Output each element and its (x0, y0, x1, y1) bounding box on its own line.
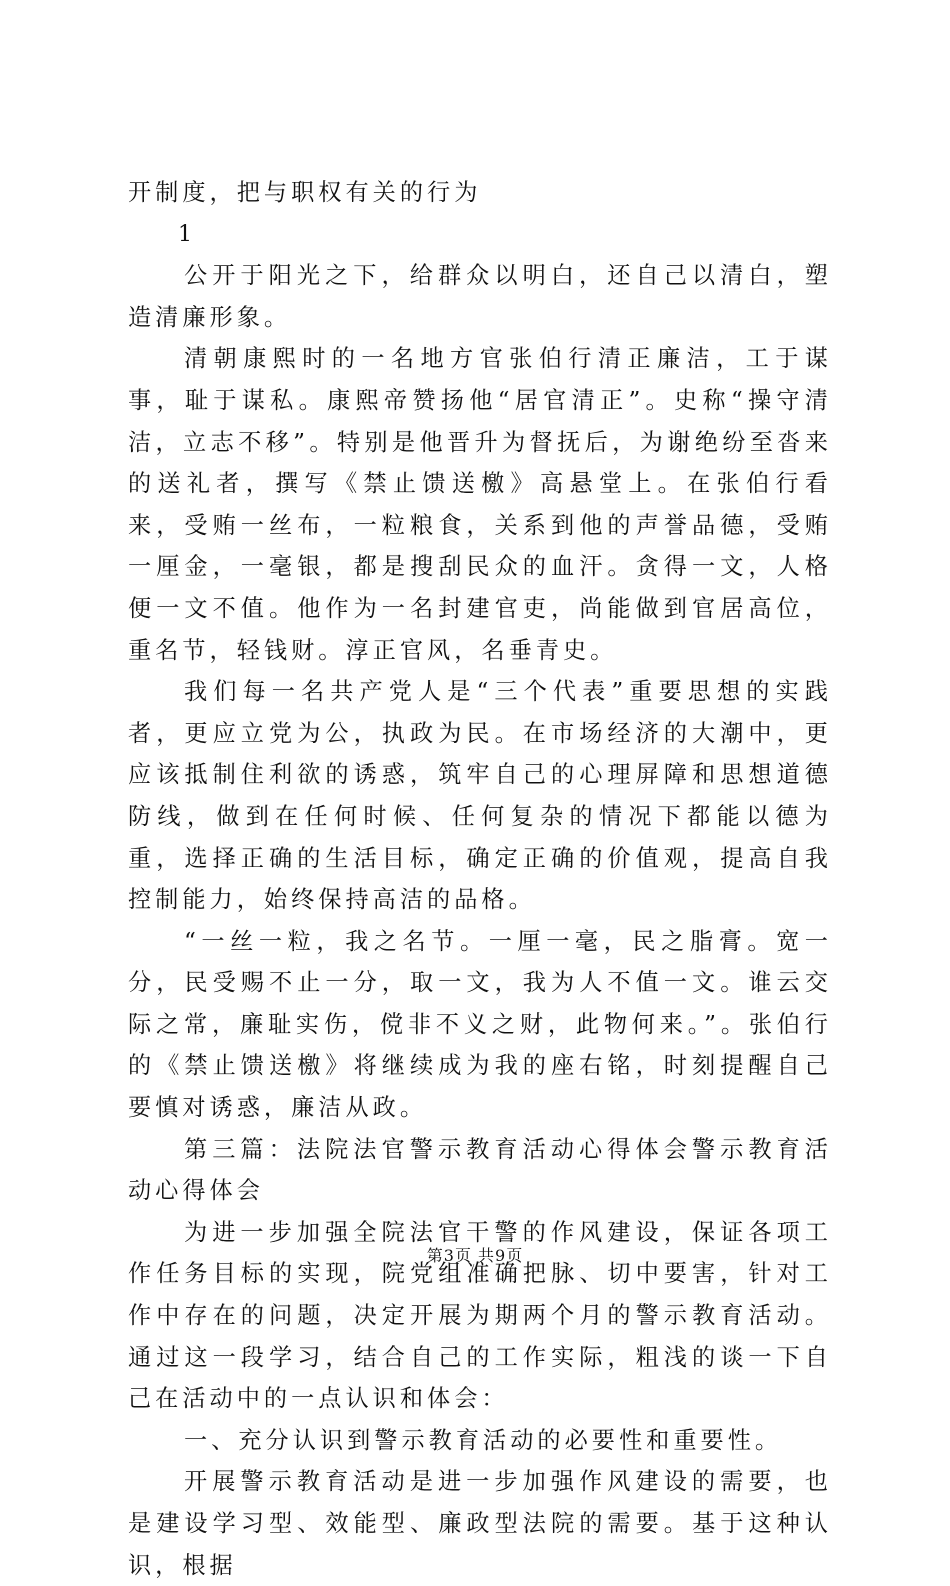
document-body (128, 172, 832, 1586)
paragraph: 清朝康熙时的一名地方官张伯行清正廉洁，工于谋事，耻于谋私。康熙帝赞扬他“居官清正”。史称“操守清洁，立志不移”。特别是他晋升为督抚后，为谢绝纷至沓来的送礼者，撰写《禁止馈送檄》高悬堂上。在张伯行看来，受贿一丝布，一粒粮食，关系到他的声誉品德，受贿一厘金，一毫银，都是搜刮民众的血汗。贪得一文，人格便一文不值。他作为一名封建官吏，尚能做到官居高位，重名节，轻钱财。淳正官风，名垂青史。 (128, 345, 832, 664)
paragraph: “一丝一粒，我之名节。一厘一毫，民之脂膏。宽一分，民受赐不止一分，取一文，我为人不值一文。谁云交际之常，廉耻实伤，傥非不义之财，此物何来。”。张伯行的《禁止馈送檄》将继续成为我的座右铭，时刻提醒自己要慎对诱惑，廉洁从政。 (128, 927, 832, 1122)
paragraph-continuation: 开制度，把与职权有关的行为 (128, 179, 482, 206)
section-heading: 第三篇：法院法官警示教育活动心得体会警示教育活动心得体会 (128, 1135, 832, 1205)
paragraph: 开展警示教育活动是进一步加强作风建设的需要，也是建设学习型、效能型、廉政型法院的需要。基于这种认识，根据 (128, 1468, 832, 1579)
page-number-marker: 1 (178, 221, 192, 247)
page-footer: 第3页 共9页 (426, 1246, 524, 1265)
paragraph: 公开于阳光之下，给群众以明白，还自己以清白，塑造清廉形象。 (128, 262, 832, 331)
paragraph: 我们每一名共产党人是“三个代表”重要思想的实践者，更应立党为公，执政为民。在市场经济的大潮中，更应该抵制住利欲的诱惑，筑牢自己的心理屏障和思想道德防线，做到在任何时候、任何复杂的情况下都能以德为重，选择正确的生活目标，确定正确的价值观，提高自我控制能力，始终保持高洁的品格。 (128, 678, 832, 914)
paragraph: 为进一步加强全院法官干警的作风建设，保证各项工作任务目标的实现，院党组准确把脉、切中要害，针对工作中存在的问题，决定开展为期两个月的警示教育活动。通过这一段学习，结合自己的工作实际，粗浅的谈一下自己在活动中的一点认识和体会： (128, 1218, 832, 1413)
paragraph: 一、充分认识到警示教育活动的必要性和重要性。 (184, 1426, 783, 1454)
